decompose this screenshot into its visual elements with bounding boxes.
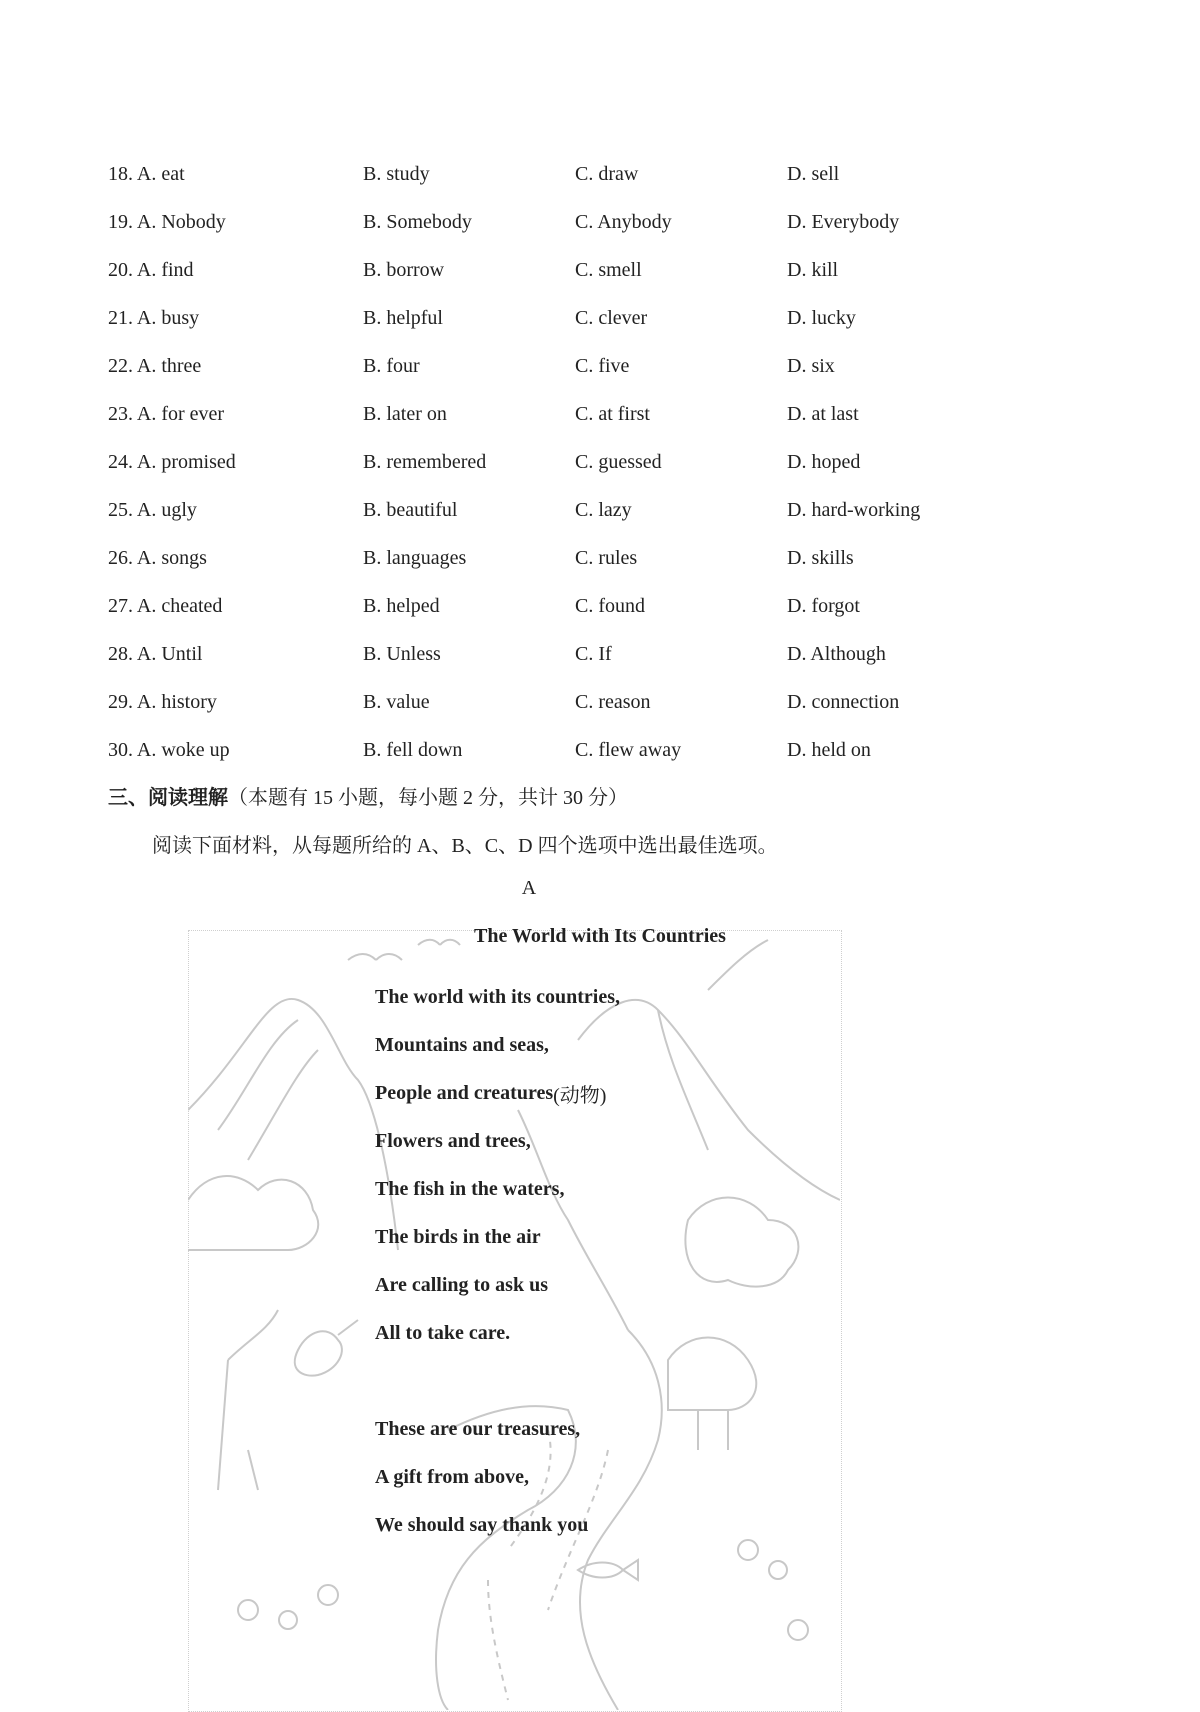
poem-line: A gift from above, bbox=[375, 1465, 530, 1488]
option-row bbox=[108, 582, 1108, 630]
option-c: C. clever bbox=[575, 306, 648, 329]
option-d: D. lucky bbox=[787, 306, 856, 329]
flower bbox=[238, 1600, 258, 1620]
option-b: B. Unless bbox=[363, 642, 441, 665]
option-a: 19. A. Nobody bbox=[108, 210, 226, 233]
option-c: C. draw bbox=[575, 162, 639, 185]
option-d: D. forgot bbox=[787, 594, 860, 617]
option-b: B. borrow bbox=[363, 258, 445, 281]
option-d: D. Although bbox=[787, 642, 886, 665]
option-b: B. study bbox=[363, 162, 430, 185]
option-d: D. hoped bbox=[787, 450, 861, 473]
option-row bbox=[108, 726, 1108, 774]
option-a: 30. A. woke up bbox=[108, 738, 230, 761]
option-a: 25. A. ugly bbox=[108, 498, 197, 521]
option-b: B. four bbox=[363, 354, 420, 377]
option-row bbox=[108, 678, 1108, 726]
option-c: C. rules bbox=[575, 546, 638, 569]
option-c: C. flew away bbox=[575, 738, 682, 761]
option-a: 28. A. Until bbox=[108, 642, 203, 665]
option-a: 22. A. three bbox=[108, 354, 202, 377]
flower bbox=[788, 1620, 808, 1640]
option-row bbox=[108, 294, 1108, 342]
right-tree bbox=[685, 1198, 798, 1287]
option-a: 26. A. songs bbox=[108, 546, 207, 569]
section-heading bbox=[108, 781, 628, 810]
poem-line: The fish in the waters, bbox=[375, 1177, 565, 1200]
option-d: D. sell bbox=[787, 162, 840, 185]
poem-line: The world with its countries, bbox=[375, 985, 620, 1008]
flower bbox=[769, 1561, 787, 1579]
left-tree-trunk bbox=[218, 1310, 278, 1490]
option-c: C. If bbox=[575, 642, 612, 665]
option-d: D. Everybody bbox=[787, 210, 900, 233]
poem-title: The World with Its Countries bbox=[474, 925, 726, 947]
option-row bbox=[108, 246, 1108, 294]
option-c: C. five bbox=[575, 354, 630, 377]
option-d: D. six bbox=[787, 354, 835, 377]
option-a: 29. A. history bbox=[108, 690, 217, 713]
vocabulary-gloss: (动物) bbox=[553, 1084, 607, 1107]
option-a: 20. A. find bbox=[108, 258, 194, 281]
option-c: C. found bbox=[575, 594, 645, 617]
option-a: 18. A. eat bbox=[108, 162, 185, 185]
option-c: C. guessed bbox=[575, 450, 662, 473]
option-b: B. value bbox=[363, 690, 430, 713]
flower bbox=[738, 1540, 758, 1560]
flower bbox=[318, 1585, 338, 1605]
poem-line-text: People and creatures bbox=[375, 1081, 554, 1104]
option-a: 23. A. for ever bbox=[108, 402, 225, 425]
poem-line: Are calling to ask us bbox=[375, 1273, 548, 1296]
poem-line bbox=[375, 1069, 620, 1117]
option-b: B. remembered bbox=[363, 450, 487, 473]
poem-line: The birds in the air bbox=[375, 1225, 541, 1248]
option-b: B. later on bbox=[363, 402, 447, 425]
option-row bbox=[108, 534, 1108, 582]
reading-instruction: 阅读下面材料，从每题所给的 A、B、C、D 四个选项中选出最佳选项。 bbox=[152, 835, 778, 857]
option-b: B. beautiful bbox=[363, 498, 458, 521]
option-d: D. connection bbox=[787, 690, 900, 713]
option-c: C. smell bbox=[575, 258, 642, 281]
option-c: C. at first bbox=[575, 402, 650, 425]
option-b: B. Somebody bbox=[363, 210, 472, 233]
section-title: 三、阅读理解 bbox=[108, 787, 228, 809]
option-row bbox=[108, 150, 1108, 198]
poem-line: Mountains and seas, bbox=[375, 1033, 549, 1056]
option-d: D. kill bbox=[787, 258, 839, 281]
option-d: D. hard-working bbox=[787, 498, 921, 521]
stanza-break bbox=[375, 1357, 620, 1405]
option-b: B. helped bbox=[363, 594, 440, 617]
option-row bbox=[108, 486, 1108, 534]
option-d: D. skills bbox=[787, 546, 854, 569]
option-a: 21. A. busy bbox=[108, 306, 200, 329]
option-b: B. languages bbox=[363, 546, 467, 569]
poem-line: We should say thank you bbox=[375, 1513, 589, 1536]
option-a: 24. A. promised bbox=[108, 450, 236, 473]
poem-line: Flowers and trees, bbox=[375, 1129, 531, 1152]
right-shrub bbox=[668, 1338, 756, 1451]
option-row bbox=[108, 390, 1108, 438]
flower bbox=[279, 1611, 297, 1629]
option-b: B. fell down bbox=[363, 738, 463, 761]
answer-options-table bbox=[108, 150, 1108, 774]
option-c: C. Anybody bbox=[575, 210, 672, 233]
option-c: C. lazy bbox=[575, 498, 632, 521]
section-note: （本题有 15 小题，每小题 2 分，共计 30 分） bbox=[228, 787, 628, 809]
option-row bbox=[108, 342, 1108, 390]
option-b: B. helpful bbox=[363, 306, 443, 329]
poem-line: These are our treasures, bbox=[375, 1417, 581, 1440]
option-c: C. reason bbox=[575, 690, 651, 713]
option-row bbox=[108, 438, 1108, 486]
bird-drawing bbox=[295, 1320, 358, 1376]
right-mountain-ridge bbox=[658, 940, 768, 1150]
passage-label: A bbox=[521, 877, 537, 899]
left-mountain-ridge bbox=[218, 1020, 318, 1160]
option-d: D. at last bbox=[787, 402, 859, 425]
option-row bbox=[108, 630, 1108, 678]
option-row bbox=[108, 198, 1108, 246]
left-bush bbox=[188, 1176, 318, 1250]
option-d: D. held on bbox=[787, 738, 871, 761]
option-a: 27. A. cheated bbox=[108, 594, 223, 617]
left-mountain bbox=[188, 999, 398, 1250]
poem-body bbox=[375, 973, 620, 1549]
poem-line: All to take care. bbox=[375, 1321, 511, 1344]
